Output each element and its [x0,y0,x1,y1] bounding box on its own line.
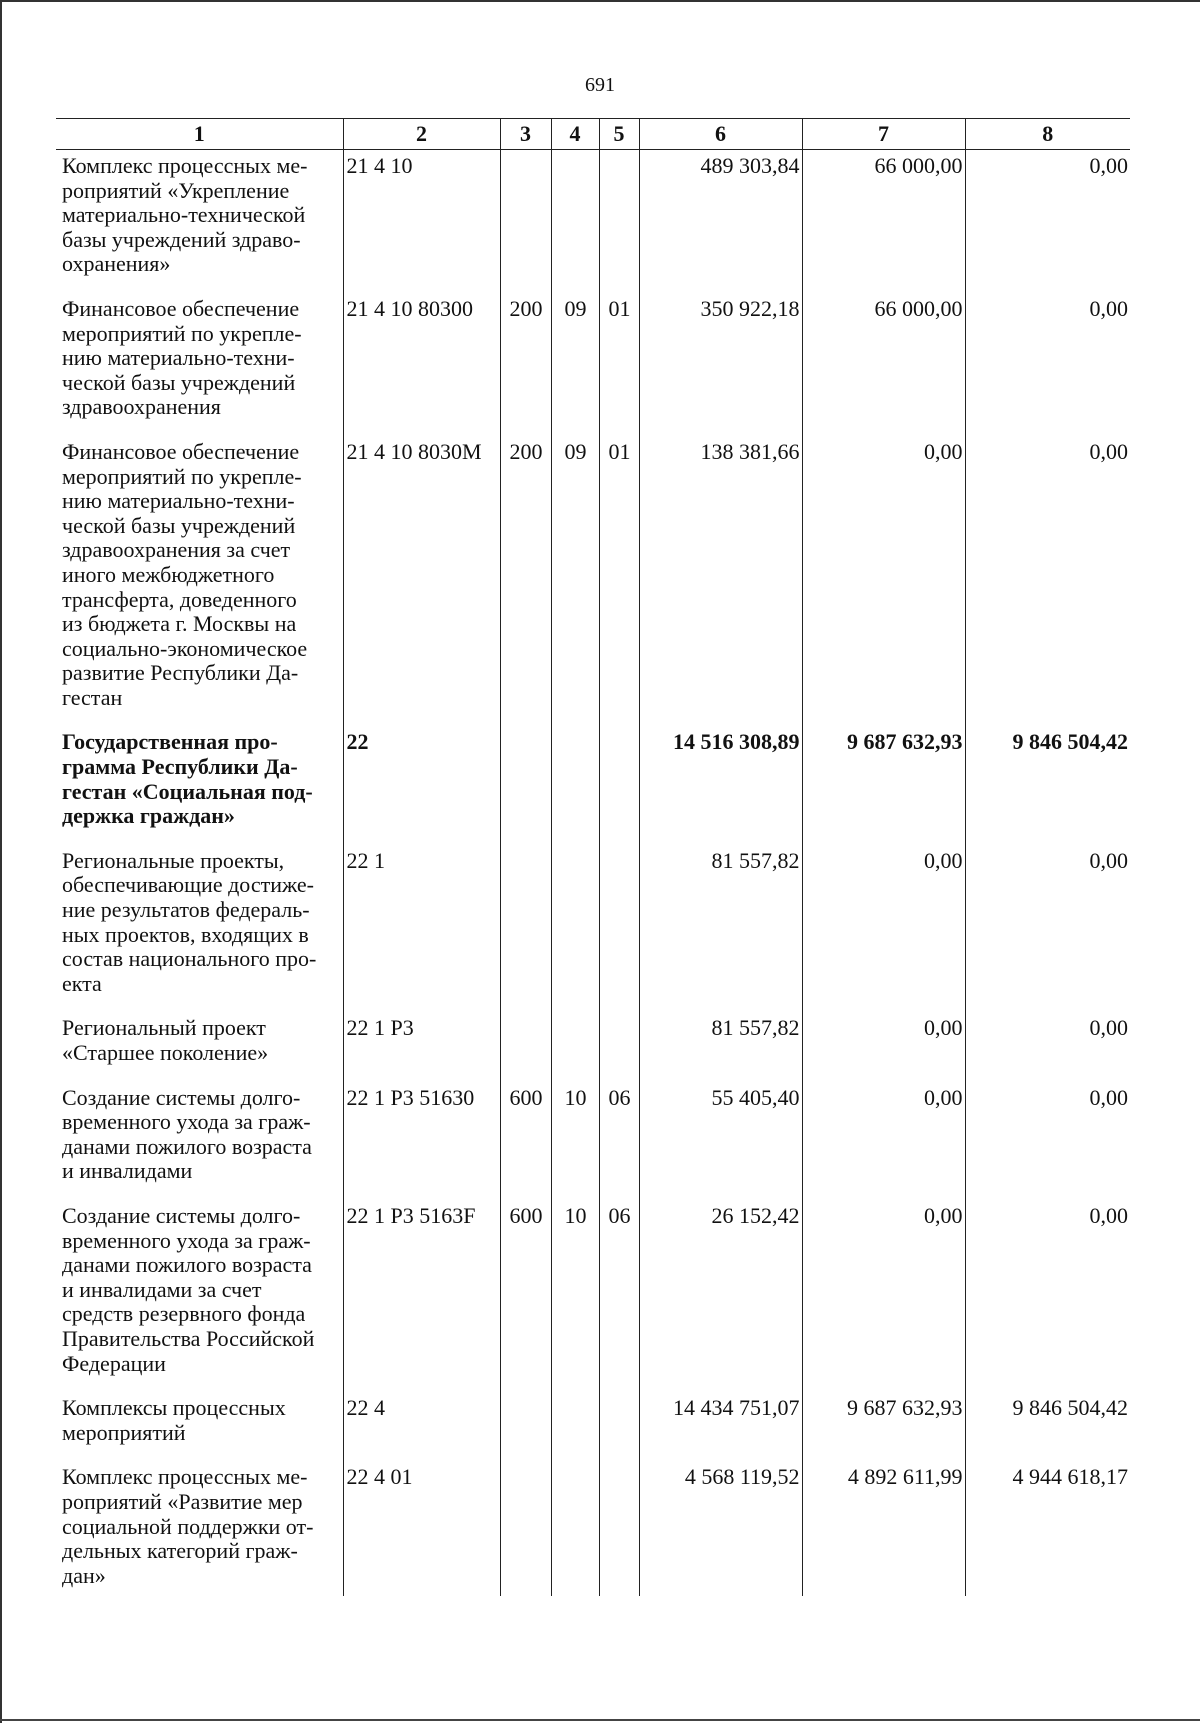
row-value8: 0,00 [965,1200,1130,1392]
row-name: Финансовое обеспечение мероприятий по укрепле- нию материально-техни- ческой базы учреждений здравоохранения [62,295,302,420]
row-col4: 10 [551,1200,599,1392]
row-col4 [551,150,599,293]
row-col3: 600 [500,1200,551,1392]
row-col3 [500,1461,551,1596]
table-row [56,726,1130,844]
row-value8: 0,00 [965,293,1130,436]
col-header-4: 4 [551,119,599,150]
row-col5 [599,845,639,1013]
row-value8: 0,00 [965,1012,1130,1081]
row-col4 [551,726,599,844]
table-row [56,845,1130,1013]
row-code: 22 [343,726,500,844]
table-row [56,1461,1130,1596]
row-col4 [551,845,599,1013]
row-code: 21 4 10 80300 [343,293,500,436]
row-value7: 66 000,00 [802,293,965,436]
table-row [56,293,1130,436]
row-col5: 01 [599,436,639,727]
row-col4: 09 [551,436,599,727]
row-value7: 9 687 632,93 [802,1392,965,1461]
scan-edge-top [0,0,1200,5]
table-row [56,1082,1130,1200]
row-value6: 350 922,18 [639,293,802,436]
row-code: 22 1 Р3 [343,1012,500,1081]
row-col5 [599,1461,639,1596]
row-value8: 4 944 618,17 [965,1461,1130,1596]
row-col3: 200 [500,293,551,436]
row-value7: 0,00 [802,845,965,1013]
col-header-8: 8 [965,119,1130,150]
table-row [56,1392,1130,1461]
row-code: 21 4 10 [343,150,500,293]
row-value6: 14 434 751,07 [639,1392,802,1461]
row-col5: 01 [599,293,639,436]
row-name: Комплекс процессных ме- роприятий «Укрепление материально-технической базы учреждений здраво- охранения» [62,153,308,277]
scan-edge-left [0,0,2,1723]
row-col5 [599,1392,639,1461]
budget-table [56,118,1130,1596]
row-value7: 0,00 [802,1082,965,1200]
row-code: 22 1 [343,845,500,1013]
row-col4: 09 [551,293,599,436]
row-value7: 66 000,00 [802,150,965,293]
row-name: Комплексы процессных мероприятий [62,1395,286,1445]
row-col4 [551,1392,599,1461]
row-value8: 0,00 [965,150,1130,293]
row-value6: 26 152,42 [639,1200,802,1392]
col-header-1: 1 [56,119,343,150]
row-value6: 4 568 119,52 [639,1461,802,1596]
row-col5 [599,726,639,844]
row-col3 [500,1392,551,1461]
row-col5 [599,150,639,293]
col-header-3: 3 [500,119,551,150]
row-code: 22 4 [343,1392,500,1461]
row-col4 [551,1461,599,1596]
row-value6: 489 303,84 [639,150,802,293]
row-value7: 9 687 632,93 [802,726,965,844]
row-code: 22 4 01 [343,1461,500,1596]
row-name: Комплекс процессных ме- роприятий «Развитие мер социальной поддержки от- дельных категорий граж- дан» [62,1464,314,1588]
table-row [56,436,1130,727]
header-row [56,119,1130,150]
row-col4 [551,1012,599,1081]
row-value7: 0,00 [802,436,965,727]
row-value6: 138 381,66 [639,436,802,727]
col-header-5: 5 [599,119,639,150]
row-value7: 4 892 611,99 [802,1461,965,1596]
row-code: 21 4 10 8030М [343,436,500,727]
table-row [56,1012,1130,1081]
col-header-7: 7 [802,119,965,150]
row-col3: 600 [500,1082,551,1200]
row-value8: 0,00 [965,436,1130,727]
row-value7: 0,00 [802,1200,965,1392]
row-value7: 0,00 [802,1012,965,1081]
col-header-6: 6 [639,119,802,150]
row-col4: 10 [551,1082,599,1200]
row-col3 [500,1012,551,1081]
row-name: Региональные проекты, обеспечивающие достиже- ние результатов федераль- ных проектов, входящих в состав национального про- екта [62,847,317,996]
row-value6: 81 557,82 [639,845,802,1013]
row-value6: 55 405,40 [639,1082,802,1200]
row-code: 22 1 Р3 51630 [343,1082,500,1200]
scan-edge-bottom [0,1719,1200,1721]
row-value8: 0,00 [965,1082,1130,1200]
row-col3 [500,150,551,293]
row-value8: 9 846 504,42 [965,726,1130,844]
col-header-2: 2 [343,119,500,150]
row-name: Создание системы долго- временного ухода за граж- данами пожилого возраста и инвалидами за счет средств резервного фонда Правительства Российской Федерации [62,1202,315,1376]
row-name: Государственная про- грамма Республики Да- гестан «Социальная под- держка граждан» [62,729,313,829]
table-body [56,150,1130,1597]
row-value6: 81 557,82 [639,1012,802,1081]
row-col3 [500,845,551,1013]
row-col5 [599,1012,639,1081]
row-name: Финансовое обеспечение мероприятий по укрепле- нию материально-техни- ческой базы учреждений здравоохранения за счет иного межбюджетного трансферта, доведенного из бюджета г. Москвы на социально-экономическое развитие Республики Да- гестан [62,438,308,710]
page-number: 691 [585,74,615,96]
row-value8: 0,00 [965,845,1130,1013]
table-row [56,150,1130,293]
row-col5: 06 [599,1082,639,1200]
row-col3 [500,726,551,844]
table-row [56,1200,1130,1392]
row-value8: 9 846 504,42 [965,1392,1130,1461]
row-name: Создание системы долго- временного ухода за граж- данами пожилого возраста и инвалидами [62,1084,312,1184]
row-code: 22 1 Р3 5163F [343,1200,500,1392]
row-value6: 14 516 308,89 [639,726,802,844]
row-col5: 06 [599,1200,639,1392]
row-col3: 200 [500,436,551,727]
row-name: Региональный проект «Старшее поколение» [62,1015,269,1065]
